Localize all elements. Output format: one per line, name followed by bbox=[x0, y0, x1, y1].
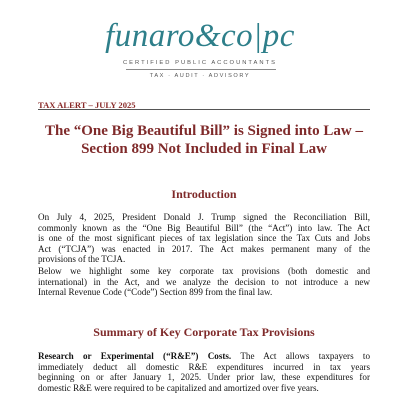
paragraph-line: international) in the Act, and we analyze the decision to not introduce a new bbox=[38, 276, 370, 287]
provision-run-in-heading: Research or Experimental (“R&E”) Costs. bbox=[38, 351, 232, 361]
tax-alert-label: TAX ALERT – JULY 2025 bbox=[38, 100, 136, 110]
paragraph-line: domestic R&E were required to be capitalized and amortized over five years. bbox=[38, 382, 319, 393]
introduction-heading: Introduction bbox=[171, 187, 237, 201]
firm-logo: funaro&co|pc bbox=[105, 18, 295, 54]
paragraph-line: provisions of the TCJA. bbox=[38, 254, 126, 265]
summary-heading: Summary of Key Corporate Tax Provisions bbox=[93, 325, 315, 339]
paragraph-line: is one of the most significant pieces of tax legislation since the Tax Cuts and Jobs bbox=[38, 233, 370, 244]
title-line: Section 899 Not Included in Final Law bbox=[81, 141, 327, 157]
paragraph-line: Below we highlight some key corporate tax provisions (both domestic and bbox=[38, 266, 370, 276]
paragraph-line: Internal Revenue Code (“Code”) Section 899 from the final law. bbox=[38, 287, 273, 298]
page-title bbox=[38, 122, 370, 158]
title-line: The “One Big Beautiful Bill” is Signed into Law – bbox=[45, 123, 363, 139]
firm-tagline-credentials: CERTIFIED PUBLIC ACCOUNTANTS bbox=[122, 60, 278, 66]
paragraph-line: immediately deduct all domestic R&E expenditures incurred in tax years bbox=[38, 361, 370, 372]
alert-divider bbox=[38, 109, 370, 110]
summary-paragraph bbox=[38, 351, 370, 393]
paragraph-line: beginning on or after January 1, 2025. Under prior law, these expenditures for bbox=[38, 372, 370, 383]
introduction-paragraph bbox=[38, 212, 370, 265]
firm-tagline-services: TAX · AUDIT · ADVISORY bbox=[149, 73, 251, 79]
tagline-divider bbox=[126, 69, 276, 70]
paragraph-line bbox=[38, 351, 370, 362]
paragraph-line: commonly known as the “One Big Beautiful Bill” (the “Act”) into law. The Act bbox=[38, 222, 370, 233]
introduction-paragraph bbox=[38, 266, 370, 298]
paragraph-line: On July 4, 2025, President Donald J. Trump signed the Reconciliation Bill, bbox=[38, 212, 370, 222]
paragraph-line: Act (“TCJA”) was enacted in 2017. The Act makes permanent many of the bbox=[38, 243, 370, 254]
paragraph-text: The Act allows taxpayers to bbox=[231, 351, 370, 361]
